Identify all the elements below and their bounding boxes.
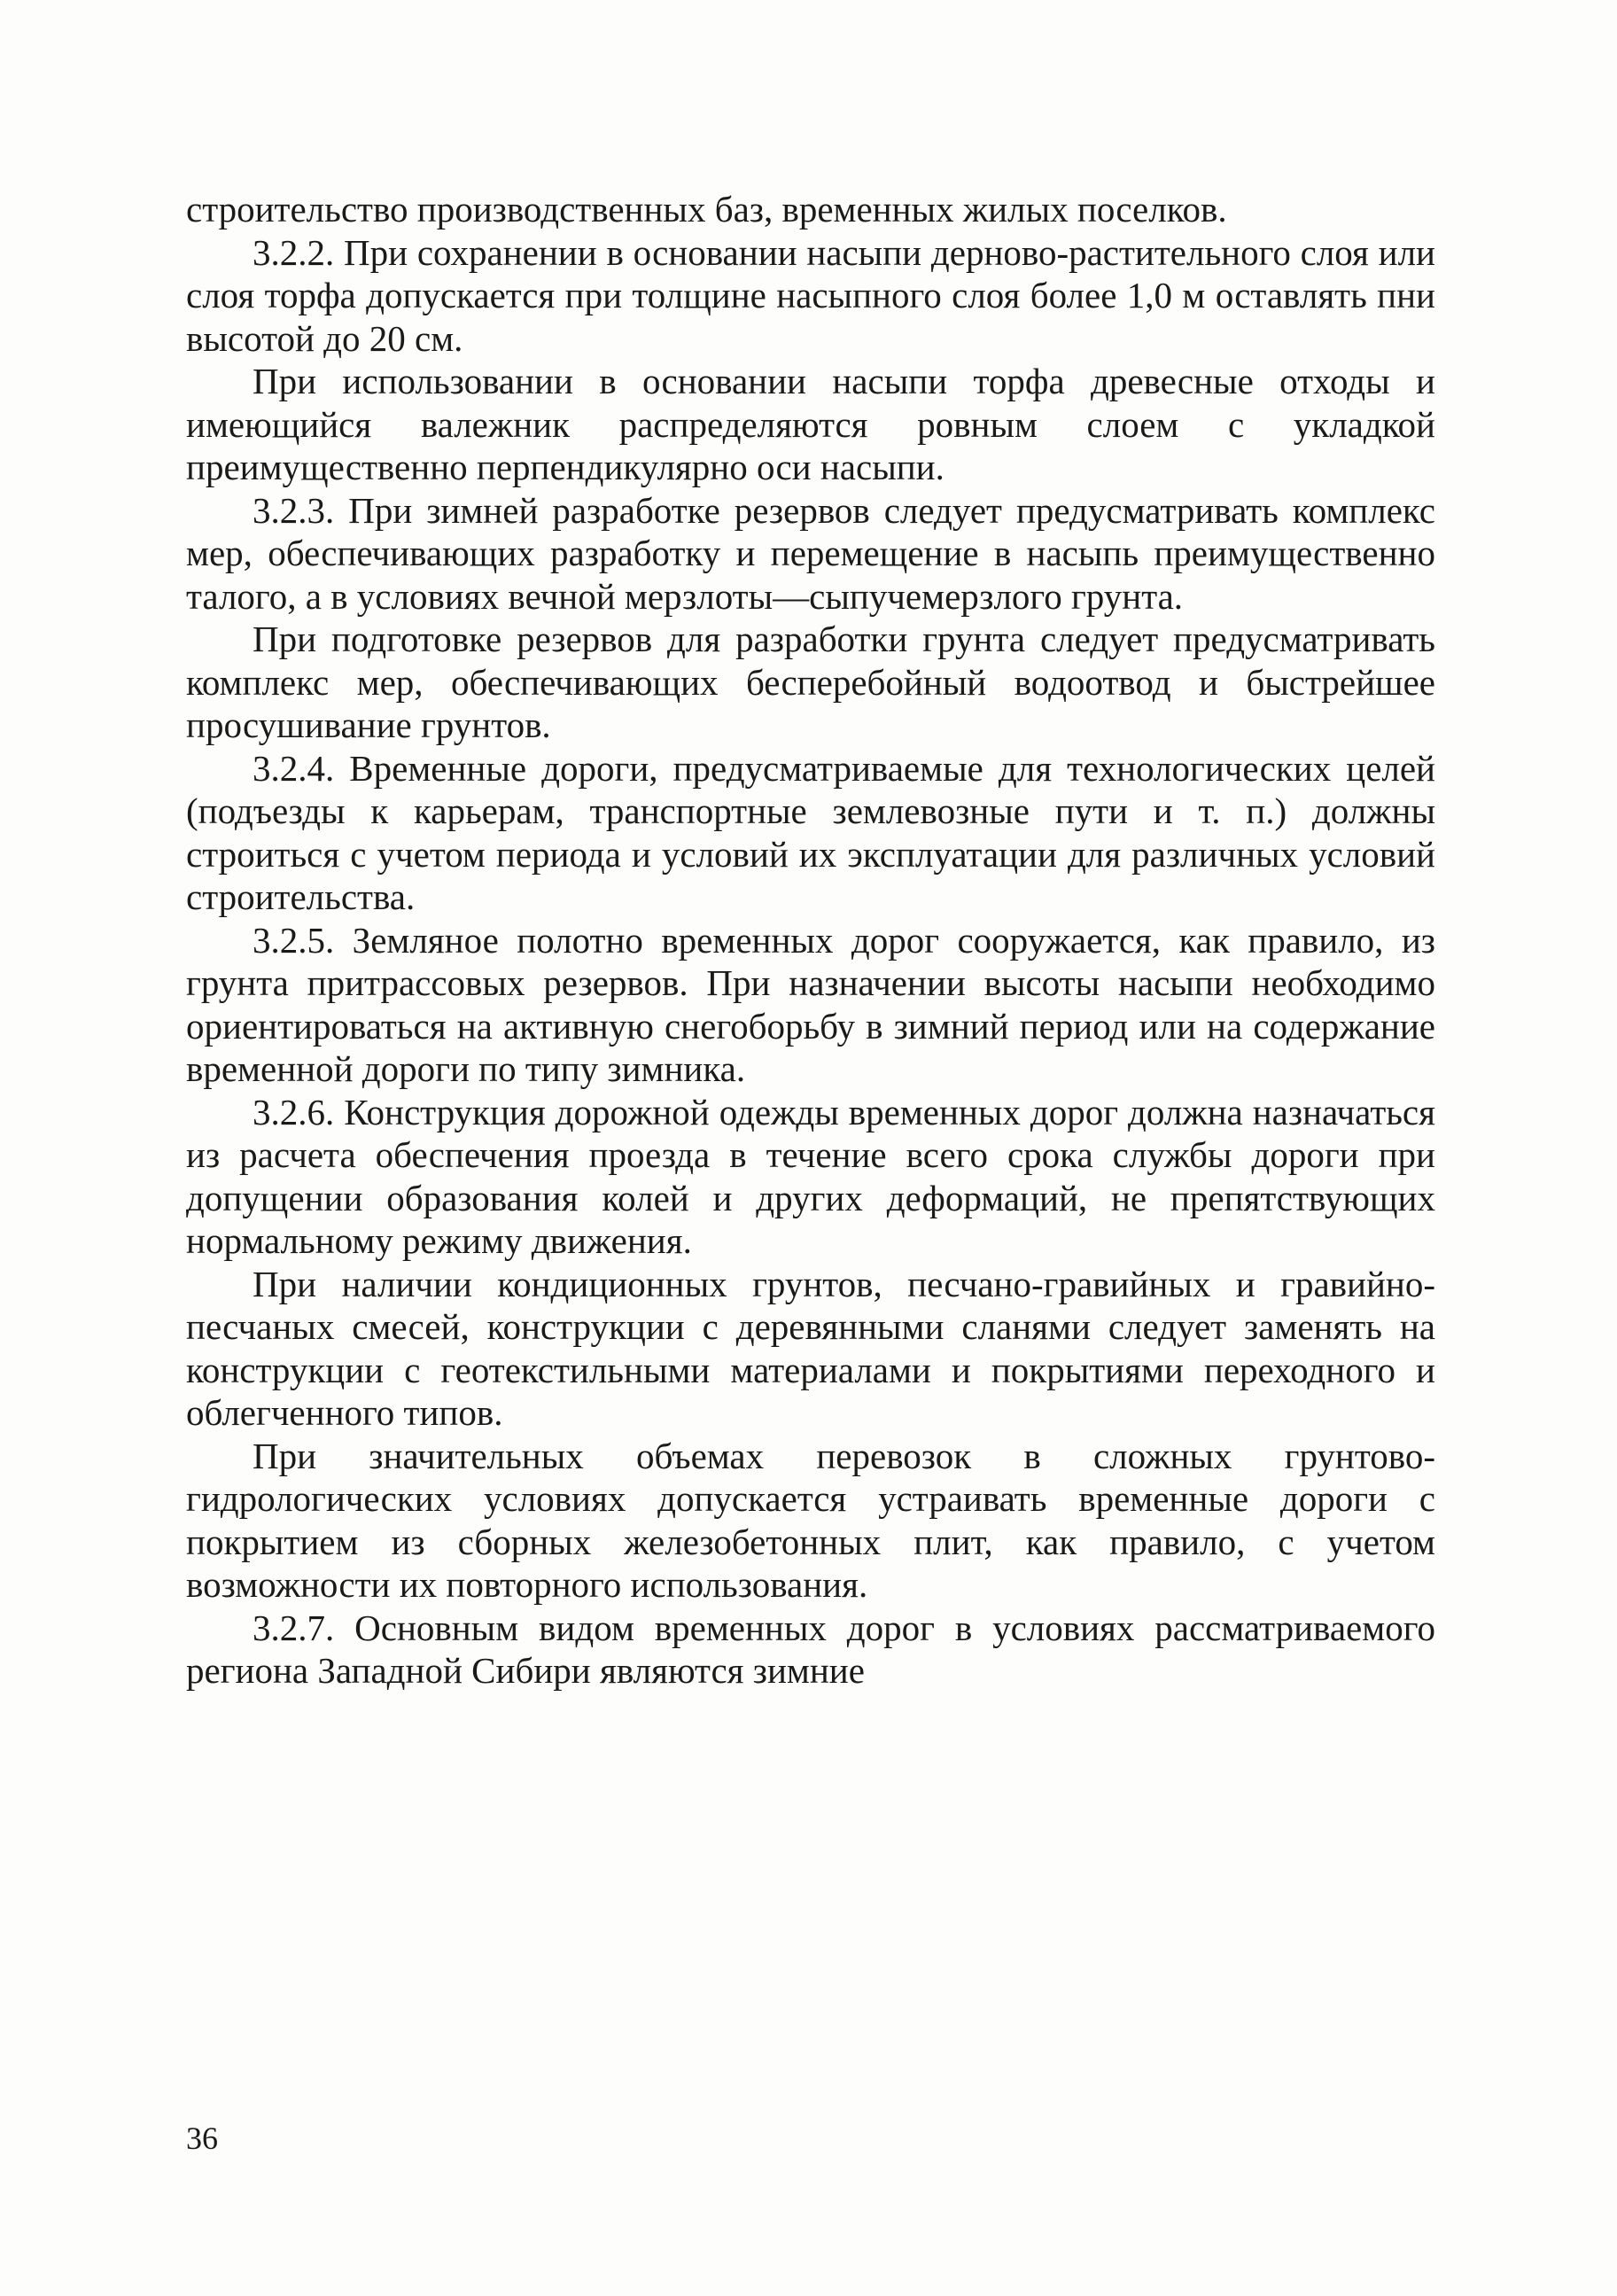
paragraph-peat-base: При использовании в основании насыпи торфа древесные отходы и имеющийся валежник распределяются ровным слоем с укладкой преимущественно перпендикулярно оси насыпи. xyxy=(186,361,1435,487)
paragraph-reserve-preparation: При подготовке резервов для разработки грунта следует предусматривать комплекс мер, обеспечивающих бесперебойный водоотвод и быстрейшее просушивание грунтов. xyxy=(186,619,1435,745)
paragraph-continuation: строительство производственных баз, временных жилых поселков. xyxy=(186,189,1227,230)
paragraph-3-2-2: 3.2.2. При сохранении в основании насыпи дерново-растительного слоя или слоя торфа допускается при толщине насыпного слоя более 1,0 м оставлять пни высотой до 20 см. xyxy=(186,231,1435,359)
body-text xyxy=(186,188,1435,1693)
paragraph-heavy-transport: При значительных объемах перевозок в сложных грунтово-гидрологических условиях допускается устраивать временные дороги с покрытием из сборных железобетонных плит, как правило, с учетом возможности их повторного использования. xyxy=(186,1435,1435,1605)
paragraph-3-2-7: 3.2.7. Основным видом временных дорог в условиях рассматриваемого региона Западной Сибири являются зимние xyxy=(186,1607,1435,1691)
paragraph-3-2-5: 3.2.5. Земляное полотно временных дорог сооружается, как правило, из грунта притрассовых резервов. При назначении высоты насыпи необходимо ориентироваться на активную снегоборьбу в зимний период или на содержание временной дороги по типу зимника. xyxy=(186,919,1435,1089)
paragraph-3-2-4: 3.2.4. Временные дороги, предусматриваемые для технологических целей (подъезды к карьерам, транспортные землевозные пути и т. п.) должны строиться с учетом периода и условий их эксплуатации для различных условий строительства. xyxy=(186,747,1435,917)
paragraph-3-2-6: 3.2.6. Конструкция дорожной одежды временных дорог должна назначаться из расчета обеспечения проезда в течение всего срока службы дороги при допущении образования колей и других деформаций, не препятствующих нормальному режиму движения. xyxy=(186,1091,1435,1261)
paragraph-conditional-soils: При наличии кондиционных грунтов, песчано-гравийных и гравийно-песчаных смесей, конструкции с деревянными сланями следует заменять на конструкции с геотекстильными материалами и покрытиями переходного и облегченного типов. xyxy=(186,1263,1435,1433)
paragraph-3-2-3: 3.2.3. При зимней разработке резервов следует предусматривать комплекс мер, обеспечивающих разработку и перемещение в насыпь преимущественно талого, а в условиях вечной мерзлоты—сыпучемерзлого грунта. xyxy=(186,489,1435,617)
page-number: 36 xyxy=(186,2121,218,2156)
